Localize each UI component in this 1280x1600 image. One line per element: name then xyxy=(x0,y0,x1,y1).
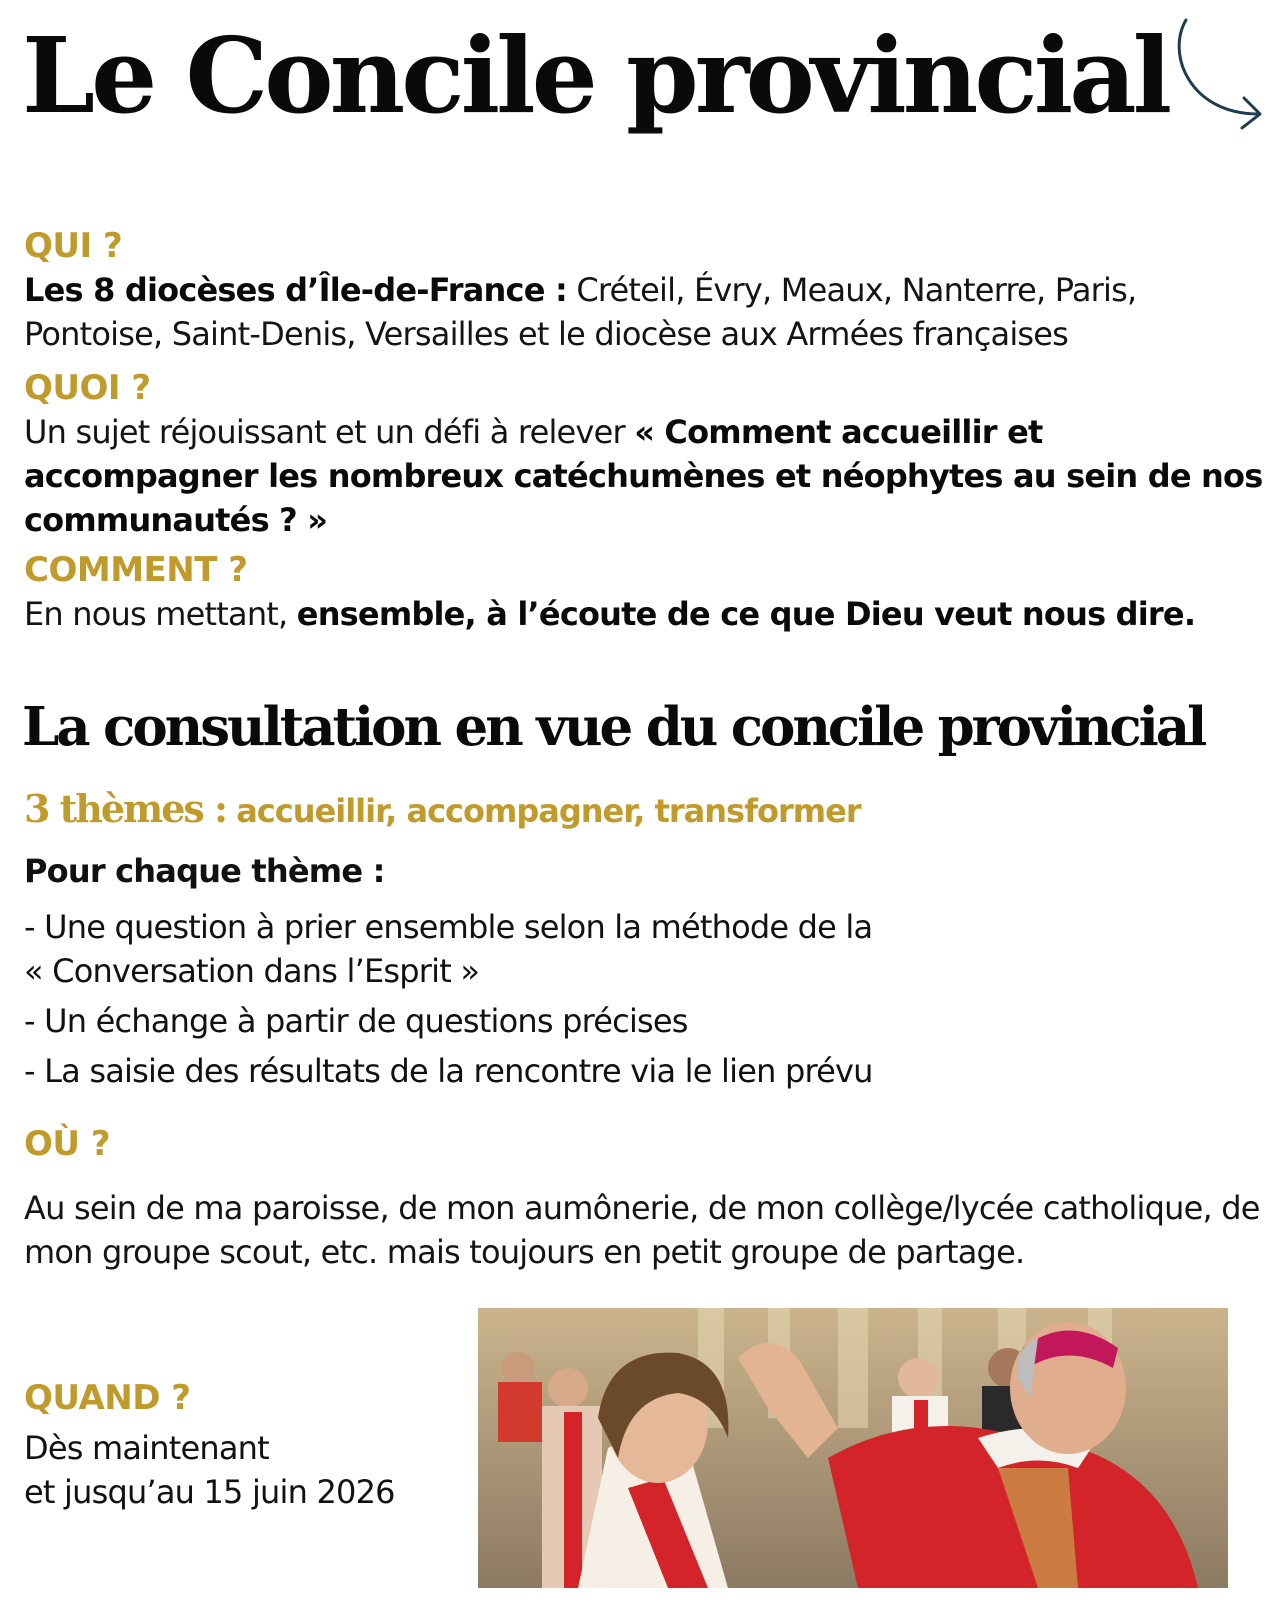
comment-bold: ensemble, à l’écoute de ce que Dieu veut nous dire. xyxy=(296,595,1196,633)
ou-text: Au sein de ma paroisse, de mon aumônerie, de mon collège/lycée catholique, de mon groupe scout, etc. mais toujours en petit groupe de partage. xyxy=(24,1189,1260,1271)
curved-arrow-icon xyxy=(1172,14,1272,134)
quand-line-1: Dès maintenant xyxy=(24,1429,269,1467)
qui-label: QUI ? xyxy=(24,226,123,266)
quand-text xyxy=(24,1426,395,1514)
qui-bold: Les 8 diocèses d’Île-de-France : xyxy=(24,271,567,309)
theme-list xyxy=(24,905,1264,1093)
themes-list: accueillir, accompagner, transformer xyxy=(226,792,861,830)
quoi-bold: « Comment accueillir et accompagner les nombreux catéchumènes et néophytes au sein de nos communautés ? » xyxy=(24,413,1263,539)
themes-prefix: 3 thèmes : xyxy=(24,786,227,831)
comment-label: COMMENT ? xyxy=(24,550,248,590)
list-item: - La saisie des résultats de la rencontre via le lien prévu xyxy=(24,1052,873,1090)
list-item: - Une question à prier ensemble selon la méthode de la xyxy=(24,908,873,946)
ceremony-photo xyxy=(478,1308,1228,1588)
consultation-title: La consultation en vue du concile provincial xyxy=(22,696,1205,758)
theme-subtitle: Pour chaque thème : xyxy=(24,852,385,890)
qui-text xyxy=(24,268,1264,356)
quoi-text xyxy=(24,410,1264,542)
comment-text xyxy=(24,592,1264,636)
list-item: - Un échange à partir de questions précises xyxy=(24,1002,688,1040)
page-title: Le Concile provincial xyxy=(22,14,1169,137)
themes-line xyxy=(24,786,861,831)
quoi-label: QUOI ? xyxy=(24,368,151,408)
quand-line-2: et jusqu’au 15 juin 2026 xyxy=(24,1473,395,1511)
quoi-body: Un sujet réjouissant et un défi à relever xyxy=(24,413,635,451)
ou-label: OÙ ? xyxy=(24,1124,111,1164)
list-item: « Conversation dans l’Esprit » xyxy=(24,952,480,990)
comment-body: En nous mettant, xyxy=(24,595,297,633)
qui-body: Créteil, Évry, Meaux, Nanterre, Paris, Pontoise, Saint-Denis, Versailles et le diocèse aux Armées françaises xyxy=(24,271,1137,353)
quand-label: QUAND ? xyxy=(24,1378,191,1418)
